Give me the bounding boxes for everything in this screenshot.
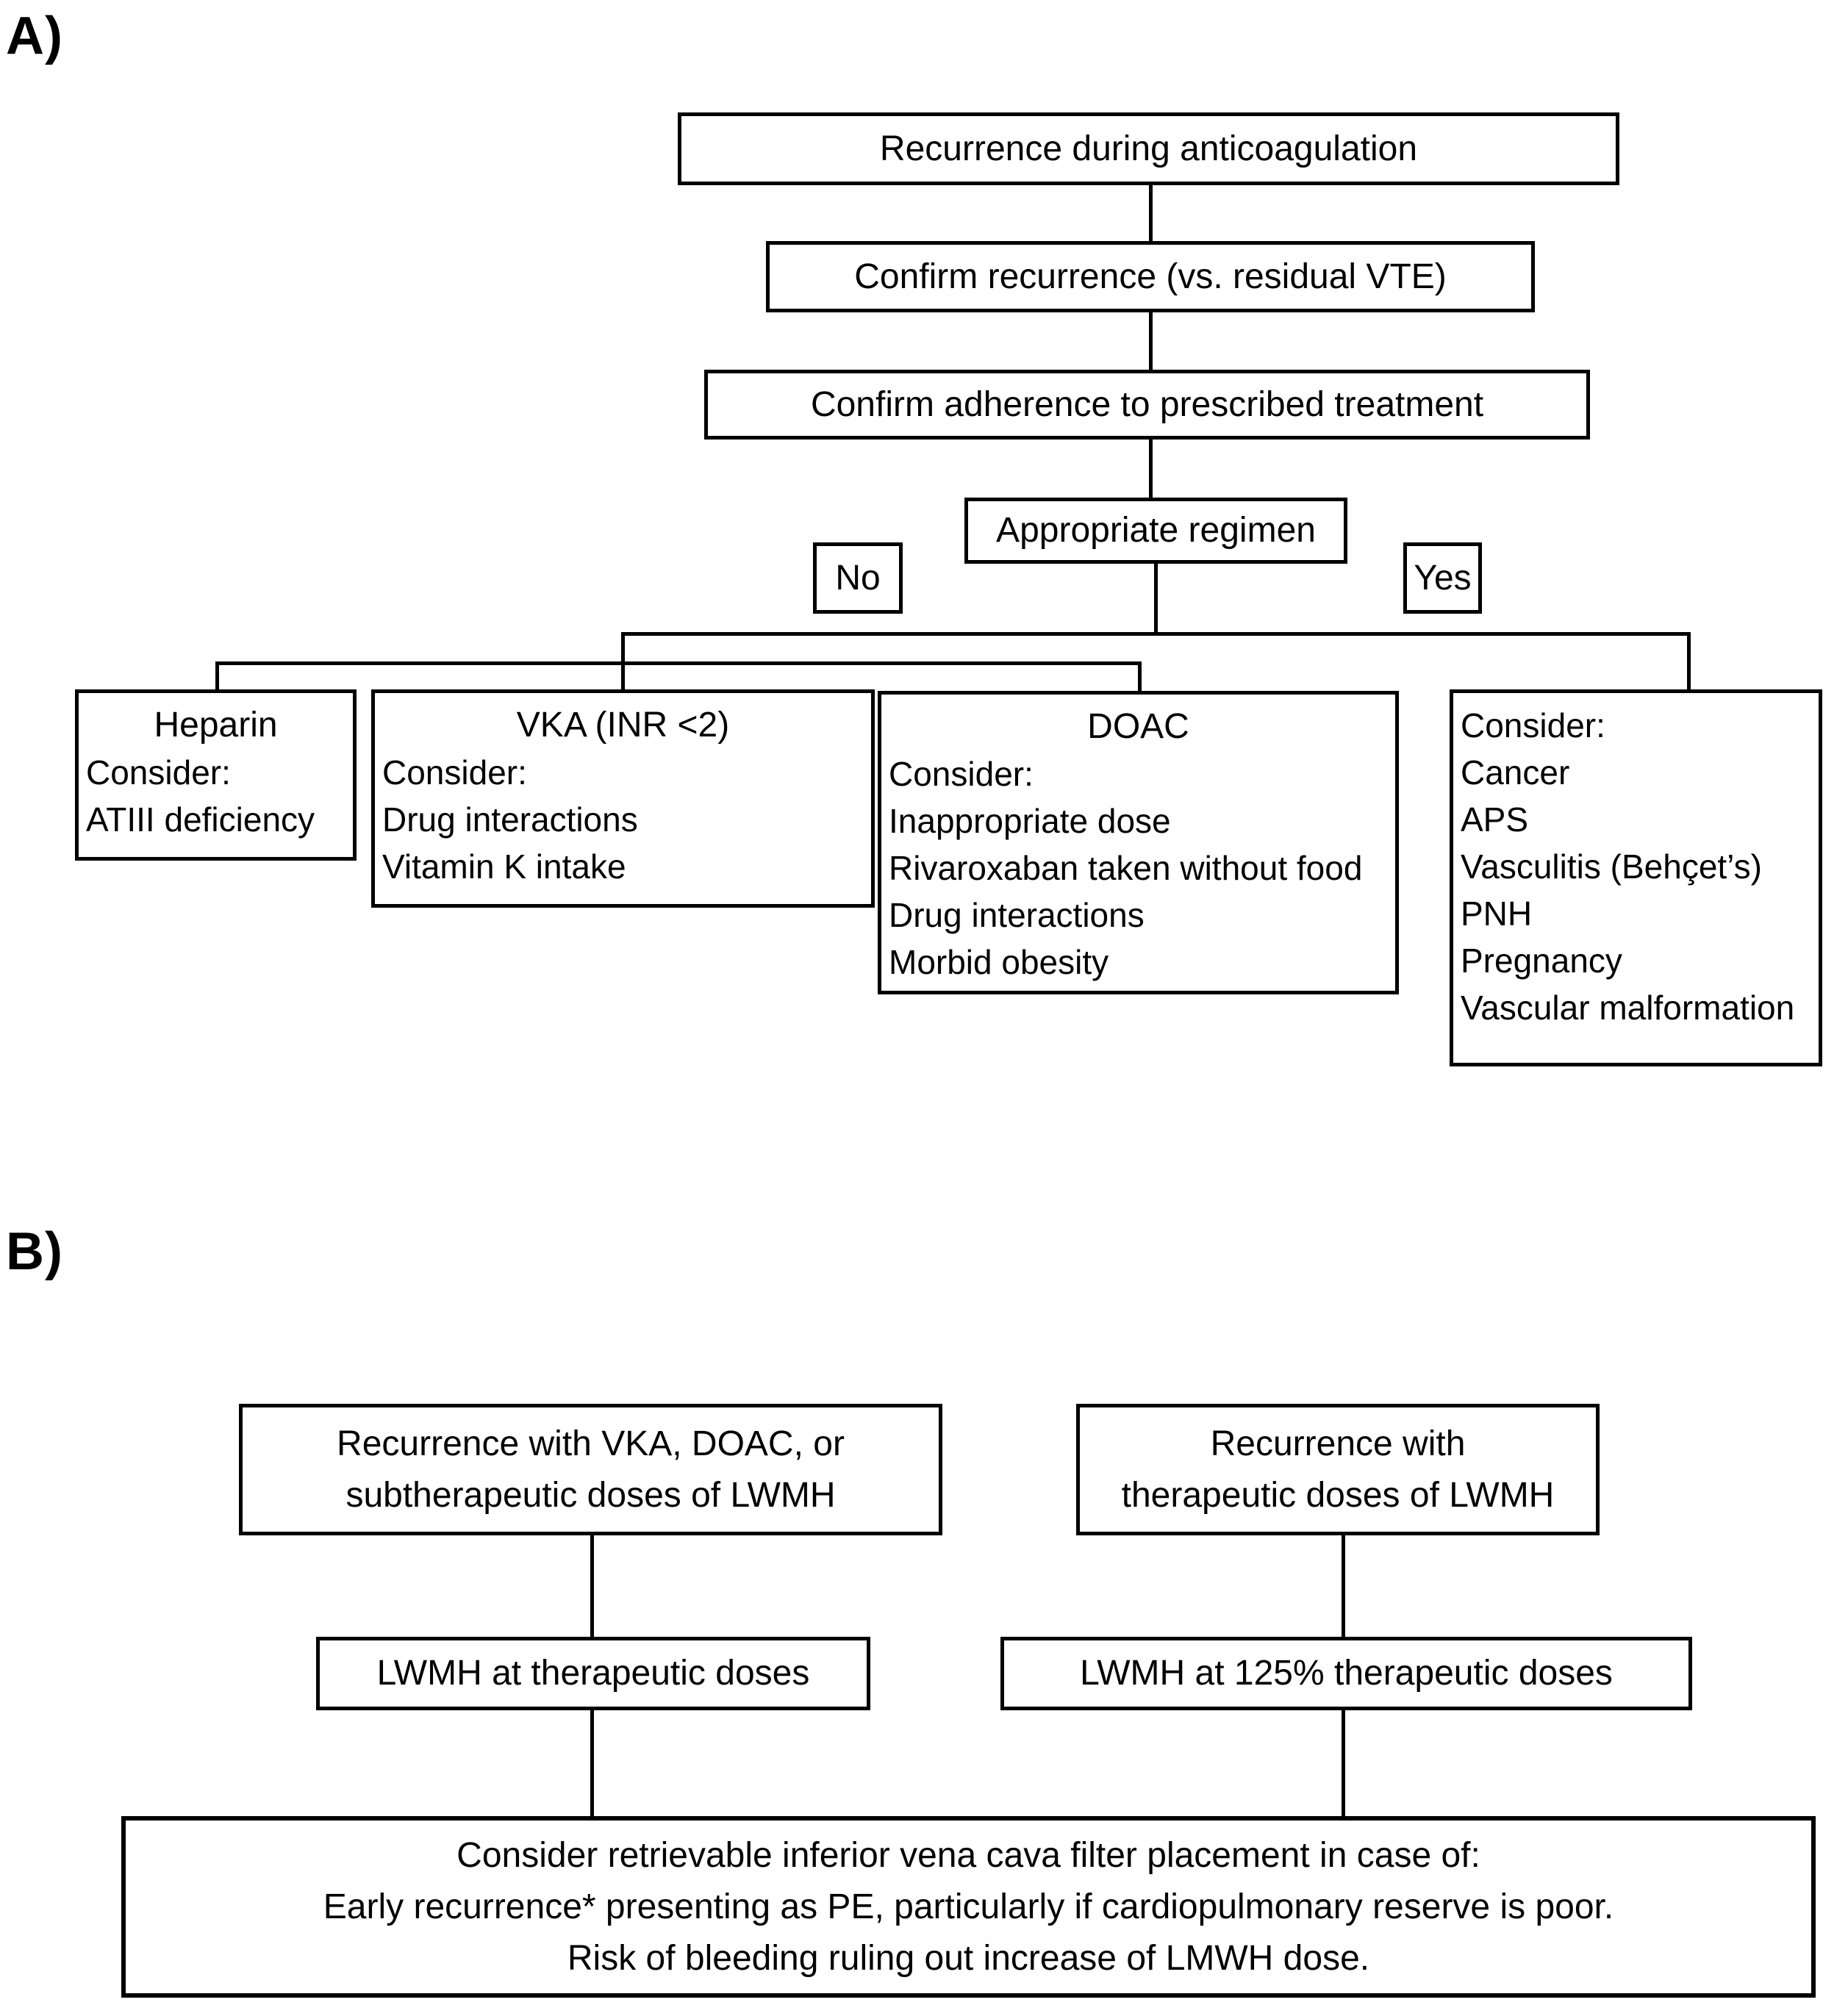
node-text: Yes: [1414, 558, 1472, 598]
node-recurrence-therapeutic-lwmh: [1076, 1404, 1600, 1535]
node-line: Rivaroxaban taken without food: [889, 849, 1363, 887]
node-text: Confirm adherence to prescribed treatment: [810, 384, 1484, 424]
node-lwmh-therapeutic: [316, 1637, 870, 1710]
node-doac: [878, 691, 1399, 994]
node-line: Vasculitis (Behçet’s): [1461, 847, 1762, 886]
connector-h2-heparin: [215, 661, 219, 691]
node-line: Early recurrence* presenting as PE, particularly if cardiopulmonary reserve is poor.: [323, 1887, 1614, 1926]
connector-b-left-2: [590, 1709, 594, 1816]
node-line: Drug interactions: [382, 800, 638, 839]
node-yes: [1403, 542, 1482, 614]
node-title: DOAC: [1087, 707, 1189, 746]
node-vka: [371, 689, 875, 908]
node-text: Confirm recurrence (vs. residual VTE): [854, 257, 1447, 296]
connector-h2: [215, 661, 1142, 665]
node-heparin: [75, 689, 357, 861]
node-recurrence-vka-doac-subtherapeutic: [239, 1404, 942, 1535]
node-recurrence-during-anticoagulation: [678, 112, 1619, 185]
connector-a4-h1: [1154, 562, 1158, 636]
connector-b-right-1: [1342, 1534, 1345, 1637]
node-title: VKA (INR <2): [516, 706, 730, 745]
node-title: Heparin: [154, 706, 278, 745]
node-line: Consider:: [1461, 706, 1605, 745]
node-line: Inappropriate dose: [889, 802, 1171, 840]
node-text: Appropriate regimen: [996, 511, 1316, 550]
node-line: Consider retrievable inferior vena cava filter placement in case of:: [456, 1835, 1480, 1875]
node-line: Pregnancy: [1461, 941, 1622, 980]
node-text: LWMH at therapeutic doses: [376, 1654, 810, 1693]
panel-b-label: B): [6, 1222, 63, 1281]
node-line: ATIII deficiency: [86, 800, 315, 839]
node-text: Recurrence during anticoagulation: [879, 129, 1418, 168]
node-lwmh-125-therapeutic: [1000, 1637, 1692, 1710]
node-line: APS: [1461, 800, 1529, 839]
connector-a1-a2: [1149, 184, 1153, 243]
connector-b-right-2: [1342, 1709, 1345, 1816]
node-appropriate-regimen: [964, 498, 1347, 564]
node-line: Consider:: [889, 755, 1034, 793]
node-line: Morbid obesity: [889, 943, 1109, 981]
node-line: Consider:: [86, 753, 231, 792]
panel-a-label: A): [6, 7, 63, 65]
connector-a2-a3: [1149, 311, 1153, 371]
node-line: PNH: [1461, 894, 1533, 933]
connector-h2-doac: [1138, 661, 1142, 692]
node-line: Recurrence with VKA, DOAC, or: [337, 1424, 845, 1463]
node-line: Risk of bleeding ruling out increase of LMWH dose.: [567, 1938, 1370, 1978]
node-line: Cancer: [1461, 753, 1570, 792]
node-confirm-recurrence: [766, 241, 1535, 312]
node-line: subtherapeutic doses of LWMH: [345, 1475, 836, 1515]
connector-h1: [621, 632, 1691, 636]
node-line: Drug interactions: [889, 896, 1145, 934]
node-line: therapeutic doses of LWMH: [1121, 1475, 1555, 1515]
node-confirm-adherence: [704, 370, 1590, 440]
node-line: Recurrence with: [1210, 1424, 1466, 1463]
node-no: [813, 542, 903, 614]
node-text: LWMH at 125% therapeutic doses: [1080, 1654, 1613, 1693]
node-consider-causes: [1450, 689, 1822, 1066]
node-line: Consider:: [382, 753, 527, 792]
node-line: Vascular malformation: [1461, 989, 1795, 1027]
node-ivc-filter-consideration: [121, 1816, 1816, 1998]
node-line: Vitamin K intake: [382, 847, 626, 886]
connector-a3-a4: [1149, 438, 1153, 499]
connector-b-left-1: [590, 1534, 594, 1637]
node-text: No: [835, 558, 881, 598]
connector-h1-consider: [1687, 632, 1691, 691]
